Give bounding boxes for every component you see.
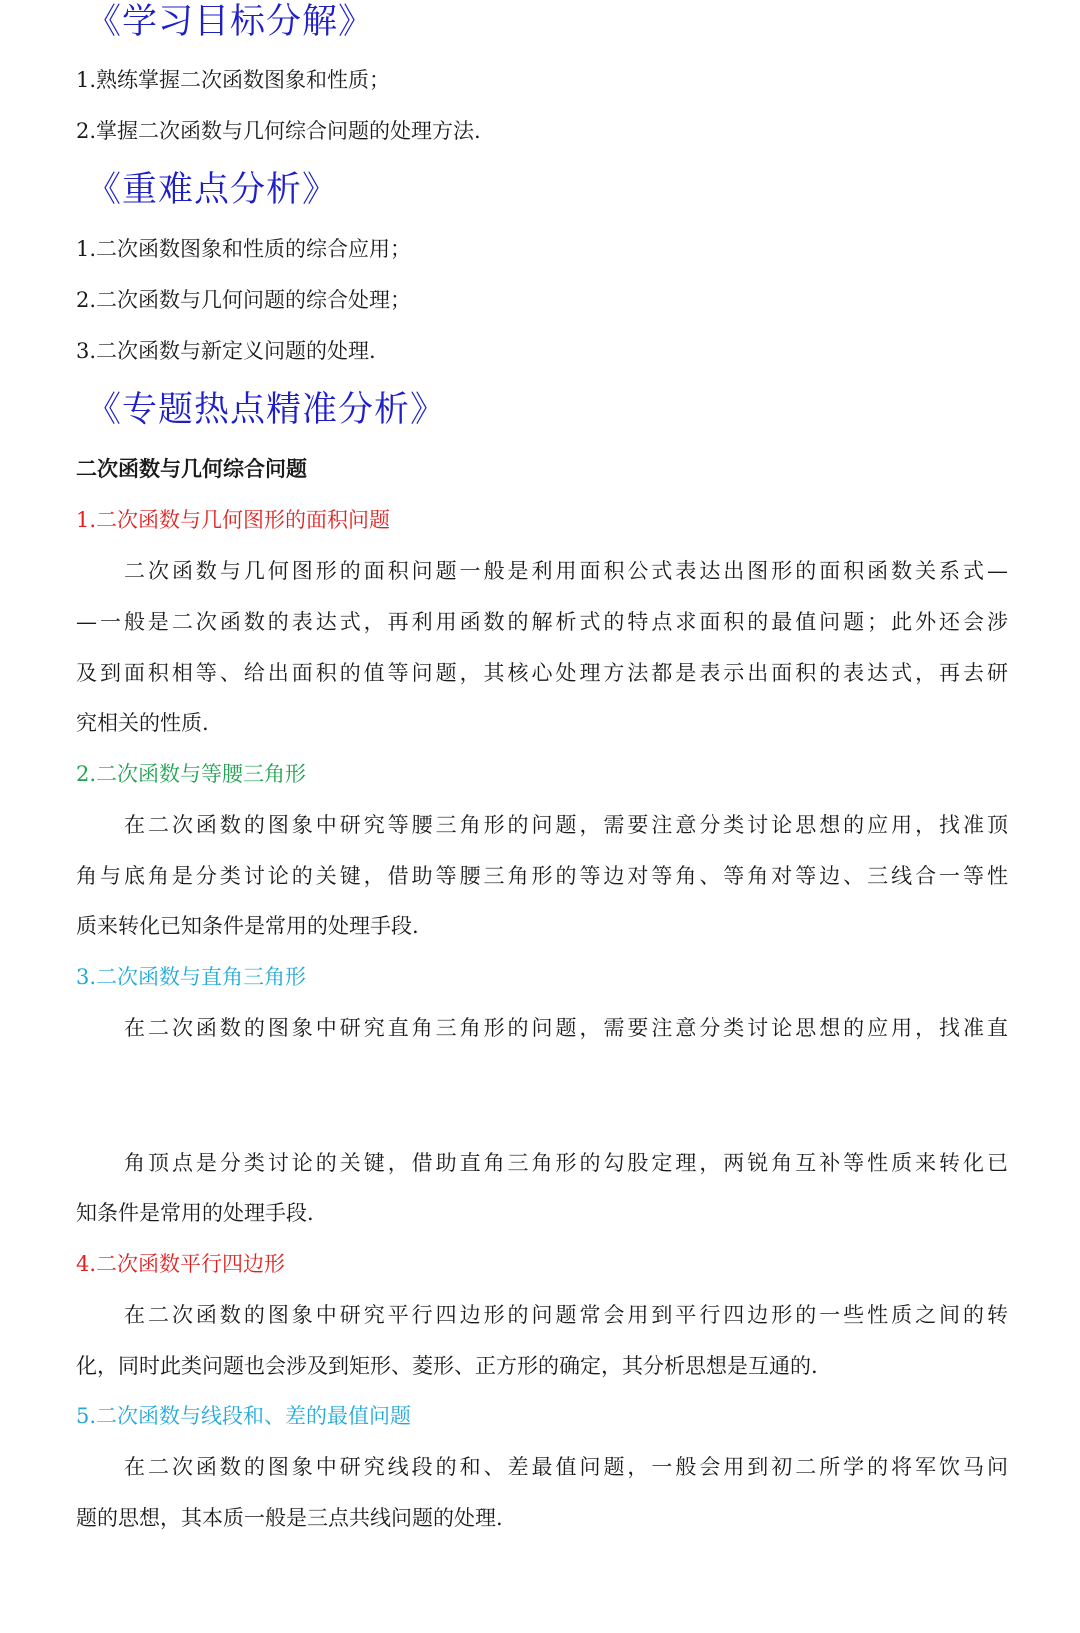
topic-5-line-2: 题的思想，其本质一般是三点共线问题的处理. [76,1506,503,1530]
topic-2-title: 2.二次函数与等腰三角形 [76,762,307,786]
topic-4-line-1: 在二次函数的图象中研究平行四边形的问题常会用到平行四边形的一些性质之间的转 [124,1303,1008,1327]
difficulties-heading: 《重难点分析》 [86,170,339,210]
topic-5-title: 5.二次函数与线段和、差的最值问题 [76,1404,412,1428]
topic-3-line-1: 在二次函数的图象中研究直角三角形的问题，需要注意分类讨论思想的应用，找准直 [124,1016,1008,1040]
topic-3-title: 3.二次函数与直角三角形 [76,965,307,989]
topic-4-line-2: 化，同时此类问题也会涉及到矩形、菱形、正方形的确定，其分析思想是互通的. [76,1354,818,1378]
topic-2-line-3: 质来转化已知条件是常用的处理手段. [76,914,419,938]
difficulties-item-3: 3.二次函数与新定义问题的处理. [76,339,376,363]
goals-item-2: 2.掌握二次函数与几何综合问题的处理方法. [76,119,481,143]
hotspots-subtitle: 二次函数与几何综合问题 [76,456,307,481]
topic-3-line-3: 知条件是常用的处理手段. [76,1201,314,1225]
goals-heading: 《学习目标分解》 [86,2,375,42]
topic-1-line-4: 究相关的性质. [76,711,209,735]
topic-1-line-3: 及到面积相等、给出面积的值等问题，其核心处理方法都是表示出面积的表达式，再去研 [76,661,1008,685]
difficulties-item-1: 1.二次函数图象和性质的综合应用； [76,237,412,261]
topic-4-title: 4.二次函数平行四边形 [76,1252,286,1276]
topic-1-line-2: —一般是二次函数的表达式，再利用函数的解析式的特点求面积的最值问题；此外还会涉 [76,610,1008,634]
topic-5-line-1: 在二次函数的图象中研究线段的和、差最值问题，一般会用到初二所学的将军饮马问 [124,1455,1008,1479]
topic-1-line-1: 二次函数与几何图形的面积问题一般是利用面积公式表达出图形的面积函数关系式— [124,559,1008,583]
hotspots-heading: 《专题热点精准分析》 [86,390,447,430]
topic-3-line-2: 角顶点是分类讨论的关键，借助直角三角形的勾股定理，两锐角互补等性质来转化已 [124,1151,1008,1175]
difficulties-item-2: 2.二次函数与几何问题的综合处理； [76,288,412,312]
goals-item-1: 1.熟练掌握二次函数图象和性质； [76,68,391,92]
topic-2-line-2: 角与底角是分类讨论的关键，借助等腰三角形的等边对等角、等角对等边、三线合一等性 [76,864,1008,888]
topic-1-title: 1.二次函数与几何图形的面积问题 [76,508,391,532]
topic-2-line-1: 在二次函数的图象中研究等腰三角形的问题，需要注意分类讨论思想的应用，找准顶 [124,813,1008,837]
